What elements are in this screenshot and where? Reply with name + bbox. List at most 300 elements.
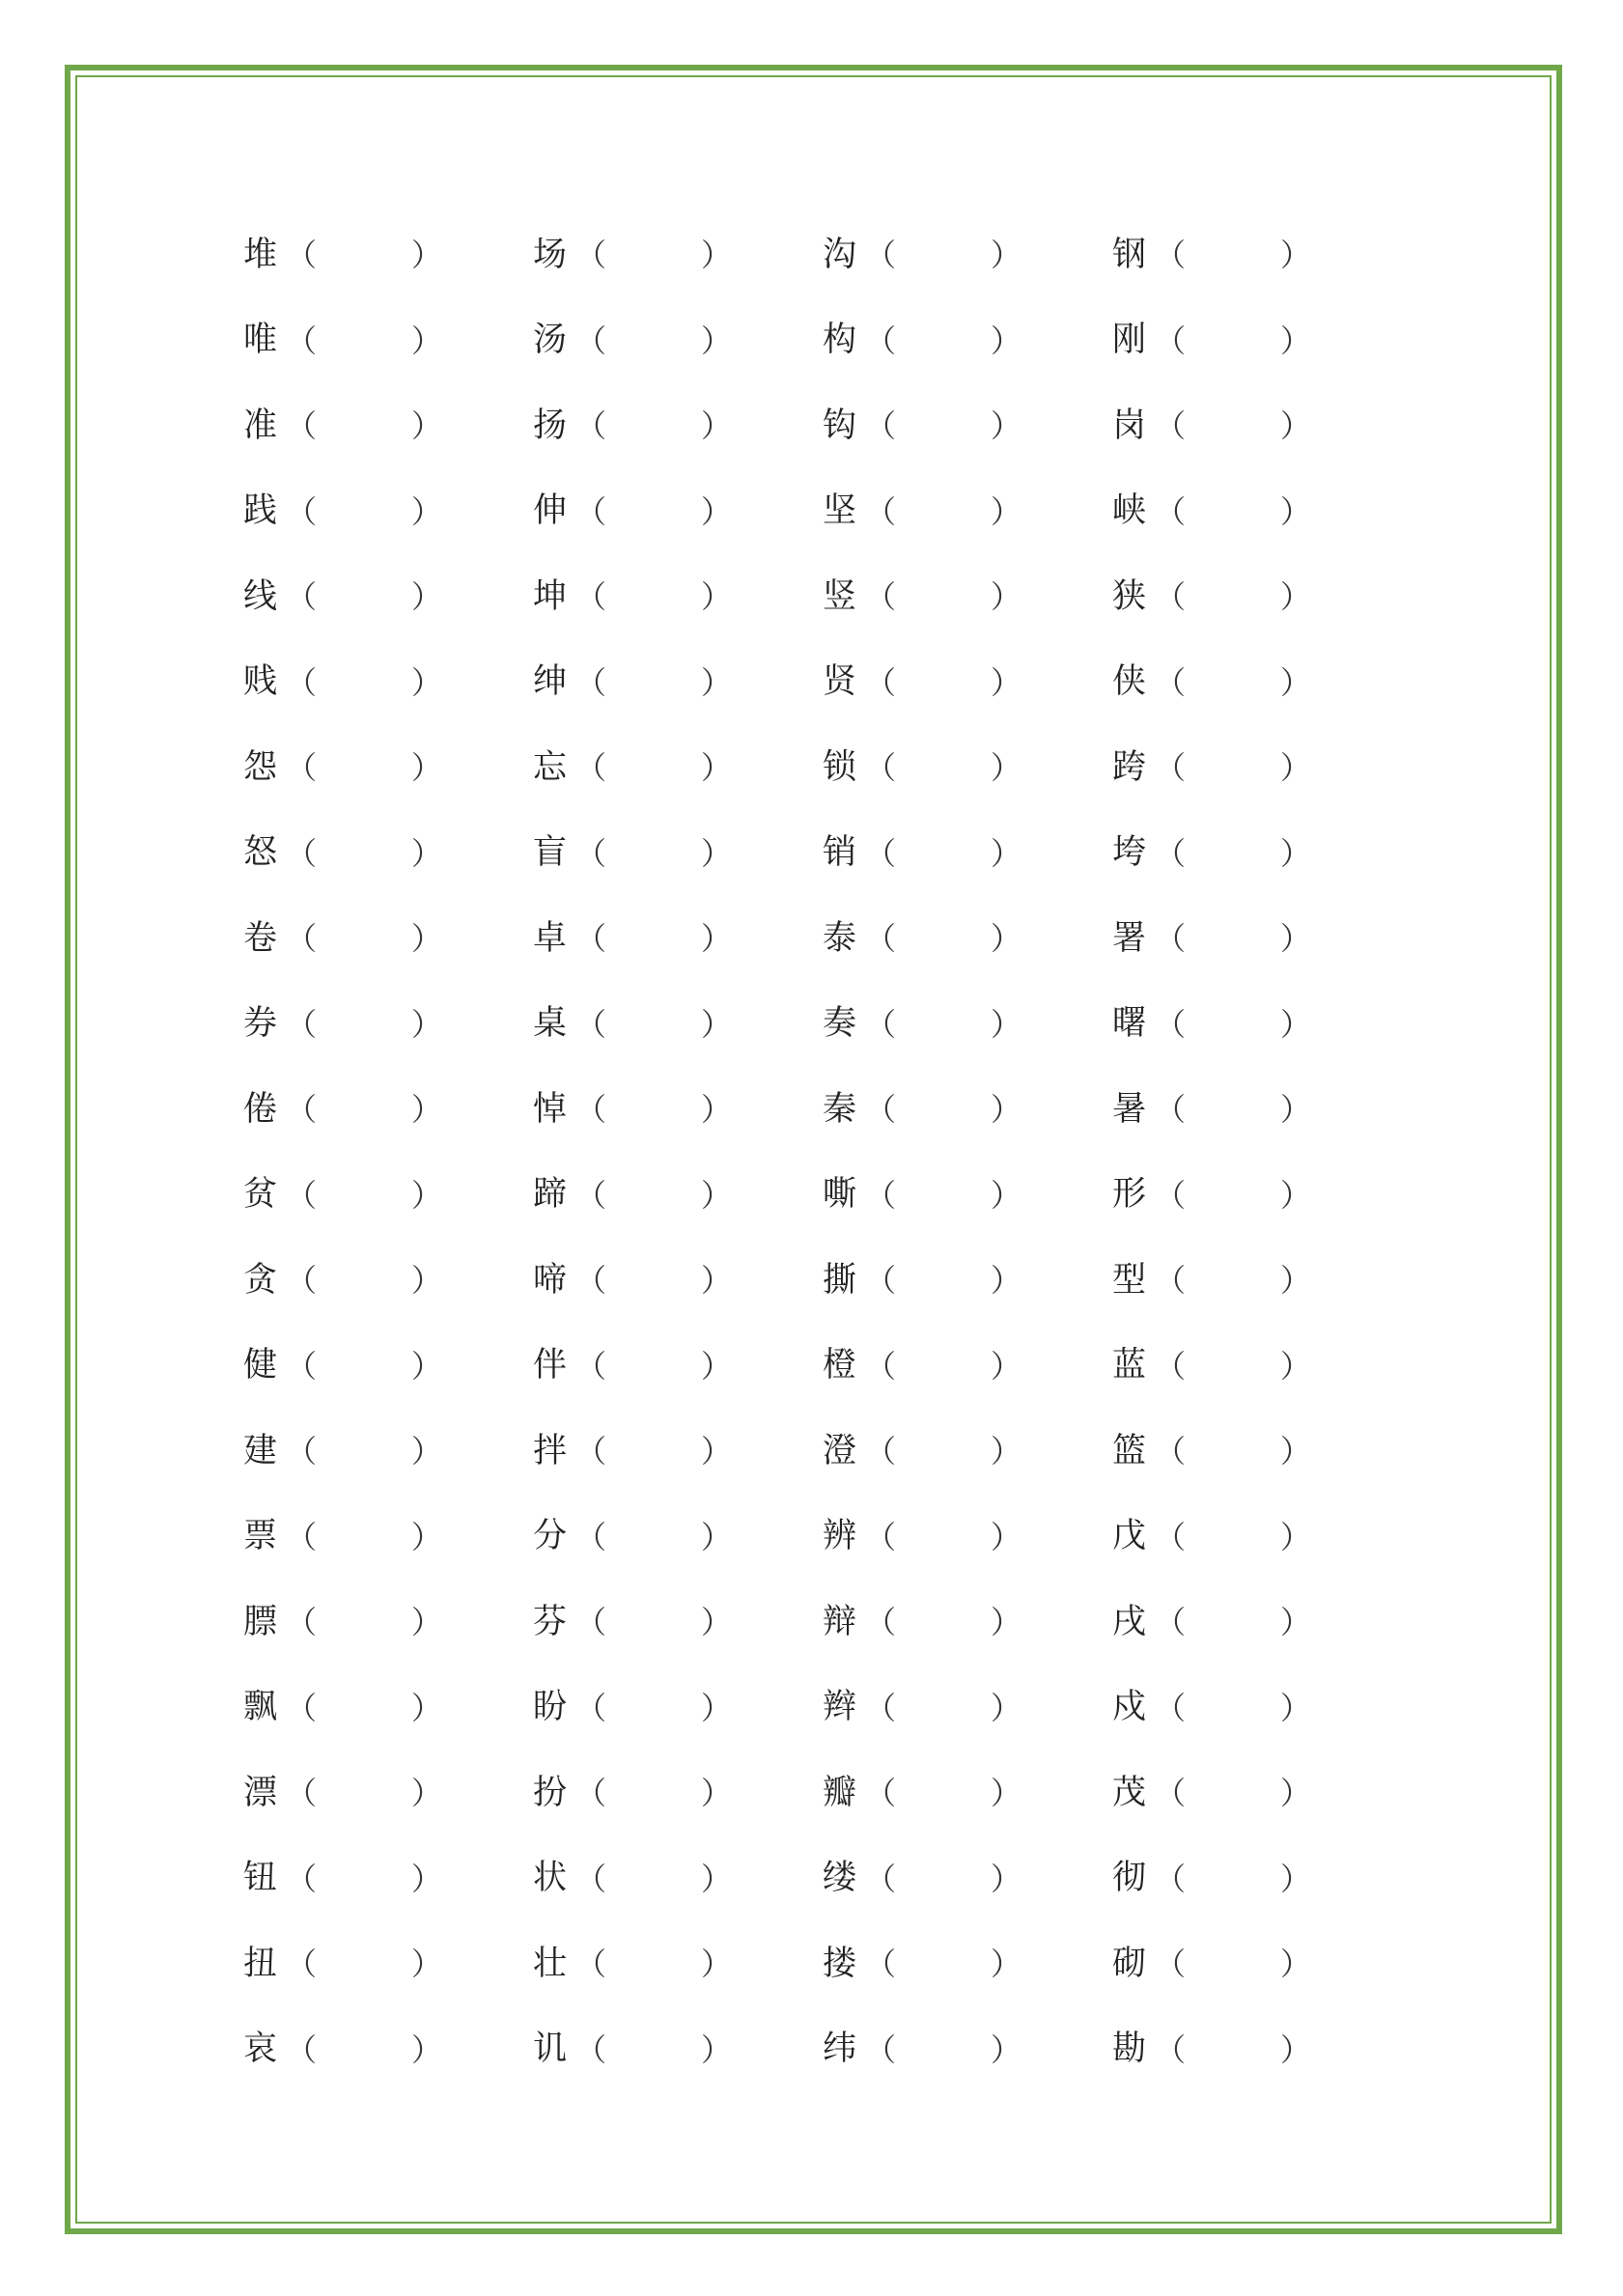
character-entry (1112, 1004, 1344, 1044)
close-paren: ） (701, 1433, 733, 1470)
open-paren: （ (865, 237, 897, 274)
open-paren: （ (575, 749, 607, 787)
character-entry (243, 1859, 533, 1898)
character: 刚 (1112, 321, 1147, 360)
character-entry (823, 833, 1112, 873)
close-paren: ） (991, 1946, 1022, 1983)
open-paren: （ (865, 1946, 897, 1983)
character-entry (823, 1688, 1112, 1727)
worksheet-row (243, 725, 1344, 811)
close-paren: ） (411, 2030, 443, 2068)
character-entry (533, 1944, 823, 1983)
character-entry (243, 1602, 533, 1641)
character-entry (823, 1944, 1112, 1983)
character-entry (243, 1260, 533, 1300)
character-entry (1112, 406, 1344, 445)
close-paren: ） (991, 1347, 1022, 1385)
close-paren: ） (991, 1775, 1022, 1812)
character-entry (533, 406, 823, 445)
character-entry (243, 662, 533, 702)
open-paren: （ (1155, 1775, 1187, 1812)
character-entry (1112, 1602, 1344, 1641)
worksheet-row (243, 1580, 1344, 1666)
character: 票 (243, 1517, 278, 1556)
character-entry (533, 833, 823, 873)
open-paren: （ (1155, 492, 1187, 530)
close-paren: ） (701, 492, 733, 530)
character: 卷 (243, 918, 278, 958)
character-entry (823, 747, 1112, 787)
close-paren: ） (1280, 1347, 1312, 1385)
close-paren: ） (701, 1347, 733, 1385)
character: 瓣 (823, 1773, 857, 1812)
character: 署 (1112, 918, 1147, 958)
character-entry (243, 321, 533, 360)
close-paren: ） (411, 1860, 443, 1897)
character-entry (533, 576, 823, 616)
character-entry (823, 1004, 1112, 1044)
character: 堆 (243, 235, 278, 274)
close-paren: ） (411, 1347, 443, 1385)
close-paren: ） (411, 1946, 443, 1983)
character-entry (533, 1602, 823, 1641)
open-paren: （ (286, 663, 318, 701)
open-paren: （ (865, 1860, 897, 1897)
open-paren: （ (1155, 1262, 1187, 1300)
close-paren: ） (701, 749, 733, 787)
character-entry (823, 491, 1112, 531)
open-paren: （ (286, 322, 318, 359)
character: 沟 (823, 235, 857, 274)
character-entry (533, 321, 823, 360)
character-entry (1112, 491, 1344, 531)
open-paren: （ (575, 1091, 607, 1129)
character: 伸 (533, 491, 568, 531)
character-entry (243, 1175, 533, 1215)
close-paren: ） (991, 578, 1022, 616)
character: 健 (243, 1346, 278, 1386)
open-paren: （ (575, 322, 607, 359)
open-paren: （ (286, 1005, 318, 1043)
open-paren: （ (865, 1347, 897, 1385)
character-entry (533, 1773, 823, 1812)
character-entry (1112, 1859, 1344, 1898)
open-paren: （ (575, 492, 607, 530)
close-paren: ） (1280, 1005, 1312, 1043)
worksheet-row (243, 1153, 1344, 1239)
open-paren: （ (575, 1433, 607, 1470)
open-paren: （ (865, 834, 897, 872)
close-paren: ） (411, 578, 443, 616)
close-paren: ） (1280, 749, 1312, 787)
character: 膘 (243, 1602, 278, 1641)
character: 暑 (1112, 1089, 1147, 1129)
open-paren: （ (286, 1433, 318, 1470)
open-paren: （ (865, 322, 897, 359)
character-entry (533, 1089, 823, 1129)
character: 桌 (533, 1004, 568, 1044)
open-paren: （ (865, 578, 897, 616)
close-paren: ） (991, 920, 1022, 958)
close-paren: ） (701, 2030, 733, 2068)
close-paren: ） (991, 663, 1022, 701)
worksheet-row (243, 640, 1344, 726)
close-paren: ） (701, 237, 733, 274)
character: 扬 (533, 406, 568, 445)
character-entry (243, 1431, 533, 1470)
character-entry (533, 1175, 823, 1215)
character-entry (1112, 918, 1344, 958)
character-entry (243, 1517, 533, 1556)
character: 唯 (243, 321, 278, 360)
character-entry (823, 1602, 1112, 1641)
open-paren: （ (1155, 237, 1187, 274)
character: 跨 (1112, 747, 1147, 787)
character-entry (1112, 235, 1344, 274)
close-paren: ） (701, 1604, 733, 1641)
open-paren: （ (865, 1604, 897, 1641)
character: 狭 (1112, 576, 1147, 616)
open-paren: （ (575, 407, 607, 445)
open-paren: （ (286, 1946, 318, 1983)
close-paren: ） (991, 1518, 1022, 1555)
character: 扭 (243, 1944, 278, 1983)
character-entry (1112, 662, 1344, 702)
character-entry (1112, 1517, 1344, 1556)
worksheet-row (243, 1666, 1344, 1751)
close-paren: ） (991, 2030, 1022, 2068)
character: 盼 (533, 1688, 568, 1727)
character: 形 (1112, 1175, 1147, 1215)
character: 砌 (1112, 1944, 1147, 1983)
character: 奏 (823, 1004, 857, 1044)
open-paren: （ (865, 749, 897, 787)
character-entry (823, 1431, 1112, 1470)
character: 勘 (1112, 2030, 1147, 2069)
character: 践 (243, 491, 278, 531)
open-paren: （ (286, 1262, 318, 1300)
character-entry (243, 747, 533, 787)
character: 纬 (823, 2030, 857, 2069)
character: 贤 (823, 662, 857, 702)
worksheet-row (243, 982, 1344, 1068)
open-paren: （ (575, 1860, 607, 1897)
character: 飘 (243, 1688, 278, 1727)
character: 构 (823, 321, 857, 360)
close-paren: ） (1280, 492, 1312, 530)
open-paren: （ (286, 1860, 318, 1897)
close-paren: ） (411, 1176, 443, 1214)
close-paren: ） (411, 920, 443, 958)
character: 撕 (823, 1260, 857, 1300)
worksheet-row (243, 469, 1344, 555)
character-entry (243, 918, 533, 958)
character-entry (243, 235, 533, 274)
close-paren: ） (1280, 1091, 1312, 1129)
close-paren: ） (991, 492, 1022, 530)
character: 辨 (823, 1517, 857, 1556)
open-paren: （ (575, 1775, 607, 1812)
character-entry (823, 1517, 1112, 1556)
character: 场 (533, 235, 568, 274)
character-entry (1112, 1260, 1344, 1300)
character-entry (1112, 1688, 1344, 1727)
character: 辩 (823, 1602, 857, 1641)
character: 钢 (1112, 235, 1147, 274)
open-paren: （ (575, 1946, 607, 1983)
character-entry (1112, 833, 1344, 873)
close-paren: ） (411, 407, 443, 445)
close-paren: ） (1280, 578, 1312, 616)
close-paren: ） (991, 1860, 1022, 1897)
character-entry (243, 833, 533, 873)
open-paren: （ (1155, 407, 1187, 445)
worksheet-row (243, 1921, 1344, 2007)
character: 垮 (1112, 833, 1147, 873)
character-entry (823, 576, 1112, 616)
character-entry (823, 2030, 1112, 2069)
open-paren: （ (865, 1518, 897, 1555)
character-entry (243, 406, 533, 445)
open-paren: （ (286, 2030, 318, 2068)
open-paren: （ (1155, 1860, 1187, 1897)
open-paren: （ (865, 1005, 897, 1043)
character: 岗 (1112, 406, 1147, 445)
character-entry (533, 2030, 823, 2069)
open-paren: （ (1155, 1091, 1187, 1129)
character: 澄 (823, 1431, 857, 1470)
character-grid (243, 212, 1344, 2092)
close-paren: ） (701, 1689, 733, 1726)
worksheet-row (243, 1750, 1344, 1836)
open-paren: （ (1155, 834, 1187, 872)
open-paren: （ (1155, 1433, 1187, 1470)
worksheet-row (243, 554, 1344, 640)
open-paren: （ (286, 1775, 318, 1812)
close-paren: ） (991, 1604, 1022, 1641)
close-paren: ） (991, 322, 1022, 359)
character-entry (1112, 1089, 1344, 1129)
close-paren: ） (1280, 1860, 1312, 1897)
open-paren: （ (865, 1775, 897, 1812)
open-paren: （ (575, 1518, 607, 1555)
close-paren: ） (1280, 834, 1312, 872)
close-paren: ） (411, 749, 443, 787)
character-entry (1112, 576, 1344, 616)
character: 侠 (1112, 662, 1147, 702)
open-paren: （ (1155, 1518, 1187, 1555)
character: 准 (243, 406, 278, 445)
character-entry (243, 1089, 533, 1129)
open-paren: （ (575, 1347, 607, 1385)
character-entry (1112, 1431, 1344, 1470)
close-paren: ） (991, 1091, 1022, 1129)
open-paren: （ (865, 1091, 897, 1129)
close-paren: ） (1280, 237, 1312, 274)
character: 卓 (533, 918, 568, 958)
close-paren: ） (1280, 1433, 1312, 1470)
character-entry (243, 1773, 533, 1812)
worksheet-row (243, 383, 1344, 469)
close-paren: ） (1280, 1176, 1312, 1214)
character: 盲 (533, 833, 568, 873)
character: 拌 (533, 1431, 568, 1470)
open-paren: （ (575, 1262, 607, 1300)
close-paren: ） (1280, 663, 1312, 701)
character-entry (823, 321, 1112, 360)
worksheet-row (243, 212, 1344, 298)
character: 线 (243, 576, 278, 616)
worksheet-row (243, 298, 1344, 384)
close-paren: ） (411, 663, 443, 701)
close-paren: ） (701, 578, 733, 616)
worksheet-row (243, 1324, 1344, 1410)
character: 戌 (1112, 1602, 1147, 1641)
open-paren: （ (286, 1604, 318, 1641)
close-paren: ） (411, 1005, 443, 1043)
character: 辫 (823, 1688, 857, 1727)
open-paren: （ (575, 1604, 607, 1641)
close-paren: ） (701, 1262, 733, 1300)
close-paren: ） (991, 1005, 1022, 1043)
character-entry (823, 1260, 1112, 1300)
close-paren: ） (991, 237, 1022, 274)
close-paren: ） (1280, 1775, 1312, 1812)
character: 曙 (1112, 1004, 1147, 1044)
character-entry (243, 1944, 533, 1983)
character: 戊 (1112, 1517, 1147, 1556)
open-paren: （ (1155, 749, 1187, 787)
close-paren: ） (1280, 1946, 1312, 1983)
close-paren: ） (1280, 1689, 1312, 1726)
open-paren: （ (1155, 322, 1187, 359)
close-paren: ） (991, 1689, 1022, 1726)
open-paren: （ (286, 920, 318, 958)
close-paren: ） (411, 1518, 443, 1555)
character: 橙 (823, 1346, 857, 1386)
character: 茂 (1112, 1773, 1147, 1812)
character: 蓝 (1112, 1346, 1147, 1386)
close-paren: ） (1280, 920, 1312, 958)
character: 讥 (533, 2030, 568, 2069)
open-paren: （ (286, 1091, 318, 1129)
close-paren: ） (411, 1433, 443, 1470)
character-entry (533, 747, 823, 787)
character-entry (823, 406, 1112, 445)
open-paren: （ (1155, 578, 1187, 616)
open-paren: （ (575, 920, 607, 958)
character-entry (533, 662, 823, 702)
character: 怨 (243, 747, 278, 787)
open-paren: （ (1155, 1689, 1187, 1726)
character: 汤 (533, 321, 568, 360)
character-entry (823, 1175, 1112, 1215)
character: 秦 (823, 1089, 857, 1129)
character: 状 (533, 1859, 568, 1898)
open-paren: （ (1155, 1176, 1187, 1214)
character: 壮 (533, 1944, 568, 1983)
character-entry (533, 235, 823, 274)
open-paren: （ (575, 1176, 607, 1214)
character-entry (823, 235, 1112, 274)
open-paren: （ (865, 2030, 897, 2068)
character: 嘶 (823, 1175, 857, 1215)
worksheet-row (243, 896, 1344, 982)
character-entry (1112, 1175, 1344, 1215)
character: 分 (533, 1517, 568, 1556)
character: 贱 (243, 662, 278, 702)
character-entry (243, 1688, 533, 1727)
close-paren: ） (701, 1860, 733, 1897)
character: 蹄 (533, 1175, 568, 1215)
close-paren: ） (411, 1775, 443, 1812)
character-entry (1112, 2030, 1344, 2069)
open-paren: （ (865, 1433, 897, 1470)
character-entry (823, 662, 1112, 702)
open-paren: （ (1155, 920, 1187, 958)
character: 悼 (533, 1089, 568, 1129)
character-entry (533, 1688, 823, 1727)
open-paren: （ (286, 492, 318, 530)
character: 缕 (823, 1859, 857, 1898)
character-entry (243, 1004, 533, 1044)
open-paren: （ (1155, 663, 1187, 701)
character-entry (533, 1260, 823, 1300)
character-entry (533, 1431, 823, 1470)
close-paren: ） (701, 1946, 733, 1983)
close-paren: ） (991, 834, 1022, 872)
character: 销 (823, 833, 857, 873)
character: 芬 (533, 1602, 568, 1641)
open-paren: （ (1155, 2030, 1187, 2068)
close-paren: ） (701, 834, 733, 872)
close-paren: ） (991, 749, 1022, 787)
open-paren: （ (865, 920, 897, 958)
close-paren: ） (701, 1091, 733, 1129)
open-paren: （ (865, 407, 897, 445)
close-paren: ） (411, 1604, 443, 1641)
open-paren: （ (865, 1262, 897, 1300)
open-paren: （ (575, 1005, 607, 1043)
open-paren: （ (286, 1176, 318, 1214)
close-paren: ） (991, 1176, 1022, 1214)
character: 贪 (243, 1260, 278, 1300)
character: 券 (243, 1004, 278, 1044)
character: 篮 (1112, 1431, 1147, 1470)
close-paren: ） (991, 407, 1022, 445)
open-paren: （ (865, 663, 897, 701)
character-entry (1112, 1773, 1344, 1812)
character-entry (243, 576, 533, 616)
character-entry (533, 1517, 823, 1556)
character: 怒 (243, 833, 278, 873)
close-paren: ） (991, 1262, 1022, 1300)
close-paren: ） (1280, 1604, 1312, 1641)
close-paren: ） (1280, 2030, 1312, 2068)
close-paren: ） (1280, 1262, 1312, 1300)
character: 扮 (533, 1773, 568, 1812)
character-entry (533, 1004, 823, 1044)
open-paren: （ (575, 1689, 607, 1726)
open-paren: （ (1155, 1005, 1187, 1043)
character: 钩 (823, 406, 857, 445)
character-entry (1112, 747, 1344, 787)
close-paren: ） (701, 1775, 733, 1812)
close-paren: ） (701, 1518, 733, 1555)
character: 哀 (243, 2030, 278, 2069)
close-paren: ） (701, 407, 733, 445)
character-entry (243, 1346, 533, 1386)
